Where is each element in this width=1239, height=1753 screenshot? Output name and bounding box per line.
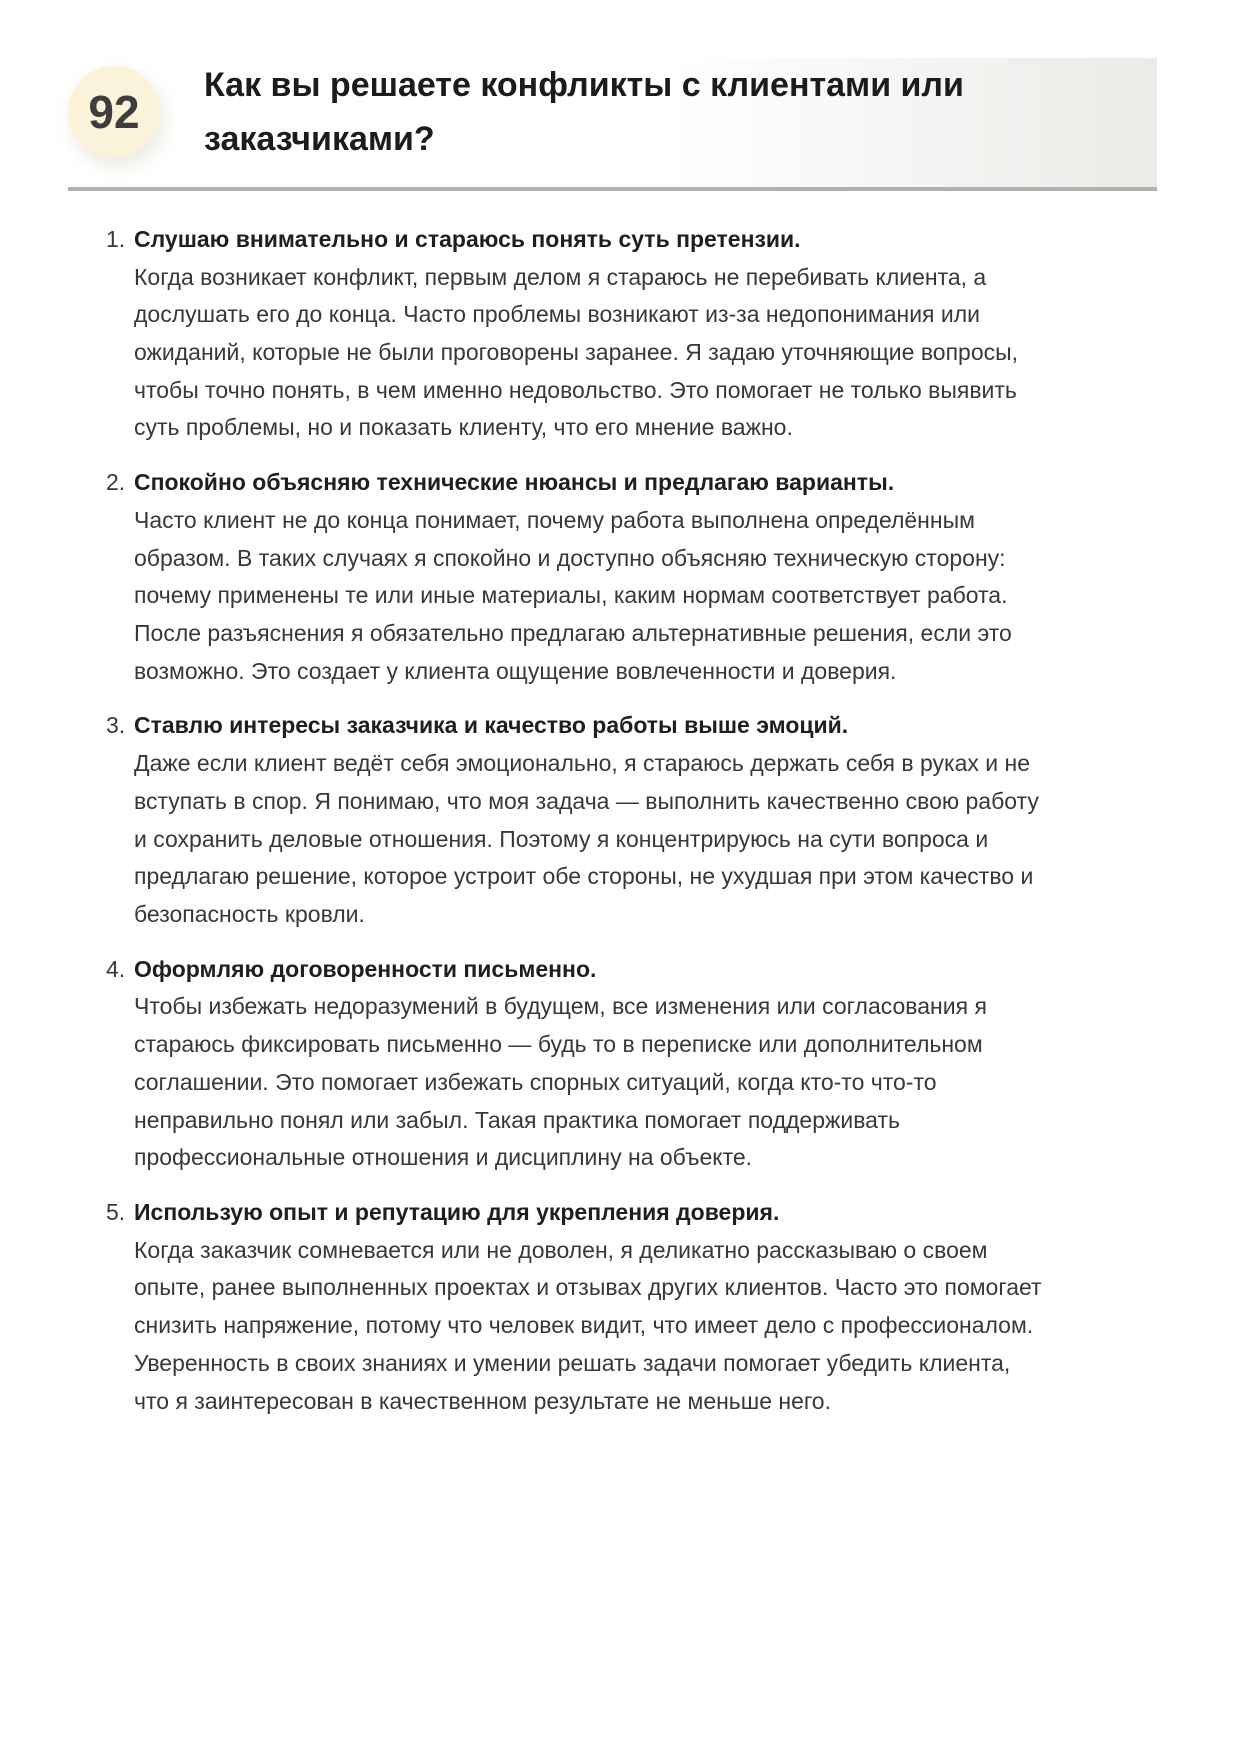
item-content — [134, 221, 1050, 447]
question-header — [68, 58, 1157, 191]
item-number: 3. — [106, 712, 126, 739]
item-heading: Оформляю договоренности письменно. — [134, 955, 597, 982]
item-body: Часто клиент не до конца понимает, почему работа выполнена определённым образом. В таких случаях я спокойно и доступно объясняю техническую сторону: почему применены те или иные материалы, каким нормам соответствует работа. После разъяснения я обязательно предлагаю альтернативные решения, если это возможно. Это создает у клиента ощущение вовлеченности и доверия. — [134, 506, 1012, 684]
item-body: Чтобы избежать недоразумений в будущем, все изменения или согласования я стараюсь фиксировать письменно — будь то в переписке или дополнительном соглашении. Это помогает избежать спорных ситуаций, когда кто-то что-то неправильно понял или забыл. Такая практика помогает поддерживать профессиональные отношения и дисциплину на объекте. — [134, 993, 987, 1171]
item-content — [134, 707, 1050, 933]
question-number-badge: 92 — [68, 66, 160, 158]
item-number: 2. — [106, 469, 126, 496]
list-item — [106, 951, 1050, 1177]
list-item — [106, 707, 1050, 933]
item-number: 5. — [106, 1199, 126, 1226]
page-title: Как вы решаете конфликты с клиентами или заказчиками? — [204, 66, 964, 159]
item-heading: Спокойно объясняю технические нюансы и предлагаю варианты. — [134, 469, 895, 496]
list-item — [106, 464, 1050, 690]
item-content — [134, 1194, 1050, 1420]
answers-list — [106, 221, 1050, 1421]
list-item — [106, 1194, 1050, 1420]
item-content — [134, 464, 1050, 690]
item-heading: Использую опыт и репутацию для укрепления доверия. — [134, 1199, 780, 1226]
item-number: 4. — [106, 955, 126, 982]
item-heading: Ставлю интересы заказчика и качество работы выше эмоций. — [134, 712, 849, 739]
item-heading: Слушаю внимательно и стараюсь понять суть претензии. — [134, 225, 801, 252]
item-body: Даже если клиент ведёт себя эмоционально, я стараюсь держать себя в руках и не вступать в спор. Я понимаю, что моя задача — выполнить качественно свою работу и сохранить деловые отношения. Поэтому я концентрируюсь на сути вопроса и предлагаю решение, которое устроит обе стороны, не ухудшая при этом качество и безопасность кровли. — [134, 750, 1039, 927]
list-item — [106, 221, 1050, 447]
item-body: Когда заказчик сомневается или не доволен, я деликатно рассказываю о своем опыте, ранее выполненных проектах и отзывах других клиентов. Часто это помогает снизить напряжение, потому что человек видит, что имеет дело с профессионалом. Уверенность в своих знаниях и умении решать задачи помогает убедить клиента, что я заинтересован в качественном результате не меньше него. — [134, 1236, 1042, 1414]
item-body: Когда возникает конфликт, первым делом я стараюсь не перебивать клиента, а дослушать его до конца. Часто проблемы возникают из-за недопонимания или ожиданий, которые не были проговорены заранее. Я задаю уточняющие вопросы, чтобы точно понять, в чем именно недовольство. Это помогает не только выявить суть проблемы, но и показать клиенту, что его мнение важно. — [134, 263, 1019, 441]
item-content — [134, 951, 1050, 1177]
item-number: 1. — [106, 225, 126, 252]
